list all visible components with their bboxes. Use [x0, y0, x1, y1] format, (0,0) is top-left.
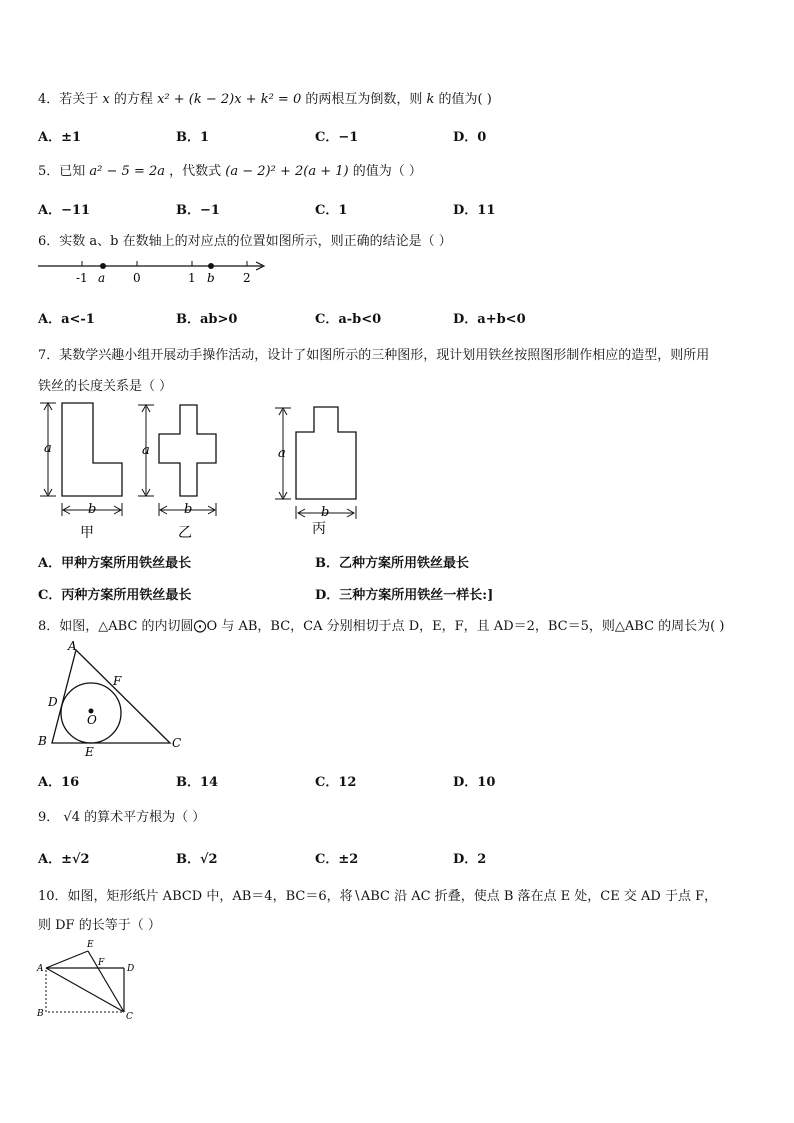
q4-var-k: k	[426, 92, 435, 107]
q9-radical: √4	[63, 810, 80, 825]
q9-option-a[interactable]: A．±√2	[38, 852, 90, 867]
q6-tick-1: 1	[188, 271, 196, 285]
q5-option-a[interactable]: A．−11	[38, 203, 91, 218]
q5-option-b[interactable]: B．−1	[176, 203, 220, 218]
q10-label-a: A	[37, 964, 44, 974]
q9-option-d[interactable]: D．2	[453, 852, 487, 867]
q10-label-f: F	[98, 958, 105, 968]
q5-stem-pre: 5．已知	[38, 164, 86, 179]
q8-label-f: F	[113, 674, 122, 688]
q6-stem: 6．实数 a、b 在数轴上的对应点的位置如图所示，则正确的结论是（ ）	[38, 234, 452, 249]
q7-stem-line1: 7．某数学兴趣小组开展动手操作活动，设计了如图所示的三种图形，现计划用铁丝按照图形制作相应的造型，则所用	[38, 348, 710, 363]
q6-tick-0: 0	[133, 271, 141, 285]
q7-option-d[interactable]: D．三种方案所用铁丝一样长:]	[315, 588, 494, 603]
q7-option-c[interactable]: C．丙种方案所用铁丝最长	[38, 588, 192, 603]
q8-option-b[interactable]: B．14	[176, 775, 219, 790]
q7-fig3-name: 丙	[312, 521, 326, 537]
q10-label-d: D	[127, 964, 135, 974]
q8-option-c[interactable]: C．12	[315, 775, 357, 790]
q7-fig1-name: 甲	[80, 525, 94, 541]
q8-option-d[interactable]: D．10	[453, 775, 496, 790]
q7-fig3-label-b: b	[321, 505, 330, 520]
q9-stem-pre: 9．	[38, 810, 60, 825]
q5-option-d[interactable]: D．11	[453, 203, 496, 218]
q6-point-a-label: a	[98, 271, 106, 285]
q8-label-o: O	[87, 713, 97, 727]
q5-option-c[interactable]: C．1	[315, 203, 348, 218]
q6-option-c[interactable]: C．a-b<0	[315, 312, 382, 327]
q6-tick-neg1: -1	[76, 271, 88, 285]
q10-label-e: E	[87, 940, 94, 950]
q7-fig2-label-b: b	[184, 502, 193, 517]
q5-stem-mid: ，代数式	[169, 164, 222, 179]
q4-equation: x² + (k − 2)x + k² = 0	[157, 92, 302, 107]
q7-fig1-label-b: b	[88, 502, 97, 517]
q10-label-b: B	[37, 1009, 44, 1019]
q8-label-e: E	[85, 745, 94, 759]
q7-option-a[interactable]: A．甲种方案所用铁丝最长	[38, 556, 192, 571]
q4-option-c[interactable]: C．−1	[315, 130, 359, 145]
q5-given: a² − 5 = 2a	[89, 164, 165, 179]
q7-stem-line2: 铁丝的长度关系是（ ）	[38, 379, 173, 394]
q6-option-d[interactable]: D．a+b<0	[453, 312, 526, 327]
q6-point-b-label: b	[207, 271, 215, 285]
q4-option-d[interactable]: D．0	[453, 130, 487, 145]
q8-stem: 8．如图，△ABC 的内切圆⨀O 与 AB，BC，CA 分别相切于点 D，E，F，且 AD＝2，BC＝5，则△ABC 的周长为( )	[38, 619, 725, 634]
q6-option-b[interactable]: B．ab>0	[176, 312, 238, 327]
q4-option-b[interactable]: B．1	[176, 130, 210, 145]
q5-stem-post: 的值为（ ）	[352, 164, 422, 179]
q9-option-c[interactable]: C．±2	[315, 852, 359, 867]
q6-option-a[interactable]: A．a<-1	[38, 312, 95, 327]
q10-stem-line1: 10．如图，矩形纸片 ABCD 中，AB＝4，BC＝6，将∖ABC 沿 AC 折叠，使点 B 落在点 E 处，CE 交 AD 于点 F，	[38, 889, 718, 904]
q8-label-c: C	[172, 736, 182, 750]
q4-stem-end: 的值为( )	[438, 92, 492, 107]
q10-label-c: C	[126, 1012, 133, 1022]
q7-fig2-name: 乙	[178, 525, 192, 541]
q10-stem-line2: 则 DF 的长等于（ ）	[38, 918, 161, 933]
q5-expression: (a − 2)² + 2(a + 1)	[225, 164, 349, 179]
q9-stem-post: 的算术平方根为（ ）	[84, 810, 206, 825]
q8-label-b: B	[38, 734, 47, 748]
q7-fig3-label-a: a	[278, 446, 286, 461]
q4-stem-pre: 4．若关于	[38, 92, 99, 107]
q8-label-a: A	[68, 639, 77, 653]
q4-var-x: x	[102, 92, 110, 107]
q4-option-a[interactable]: A．±1	[38, 130, 82, 145]
q7-fig1-label-a: a	[44, 441, 52, 456]
q7-option-b[interactable]: B．乙种方案所用铁丝最长	[315, 556, 469, 571]
q6-tick-2: 2	[243, 271, 251, 285]
q9-option-b[interactable]: B．√2	[176, 852, 218, 867]
q8-option-a[interactable]: A．16	[38, 775, 80, 790]
q7-fig2-label-a: a	[142, 443, 150, 458]
q4-stem-mid: 的方程	[113, 92, 153, 107]
q8-label-d: D	[48, 695, 58, 709]
q4-stem-post: 的两根互为倒数，则	[305, 92, 423, 107]
